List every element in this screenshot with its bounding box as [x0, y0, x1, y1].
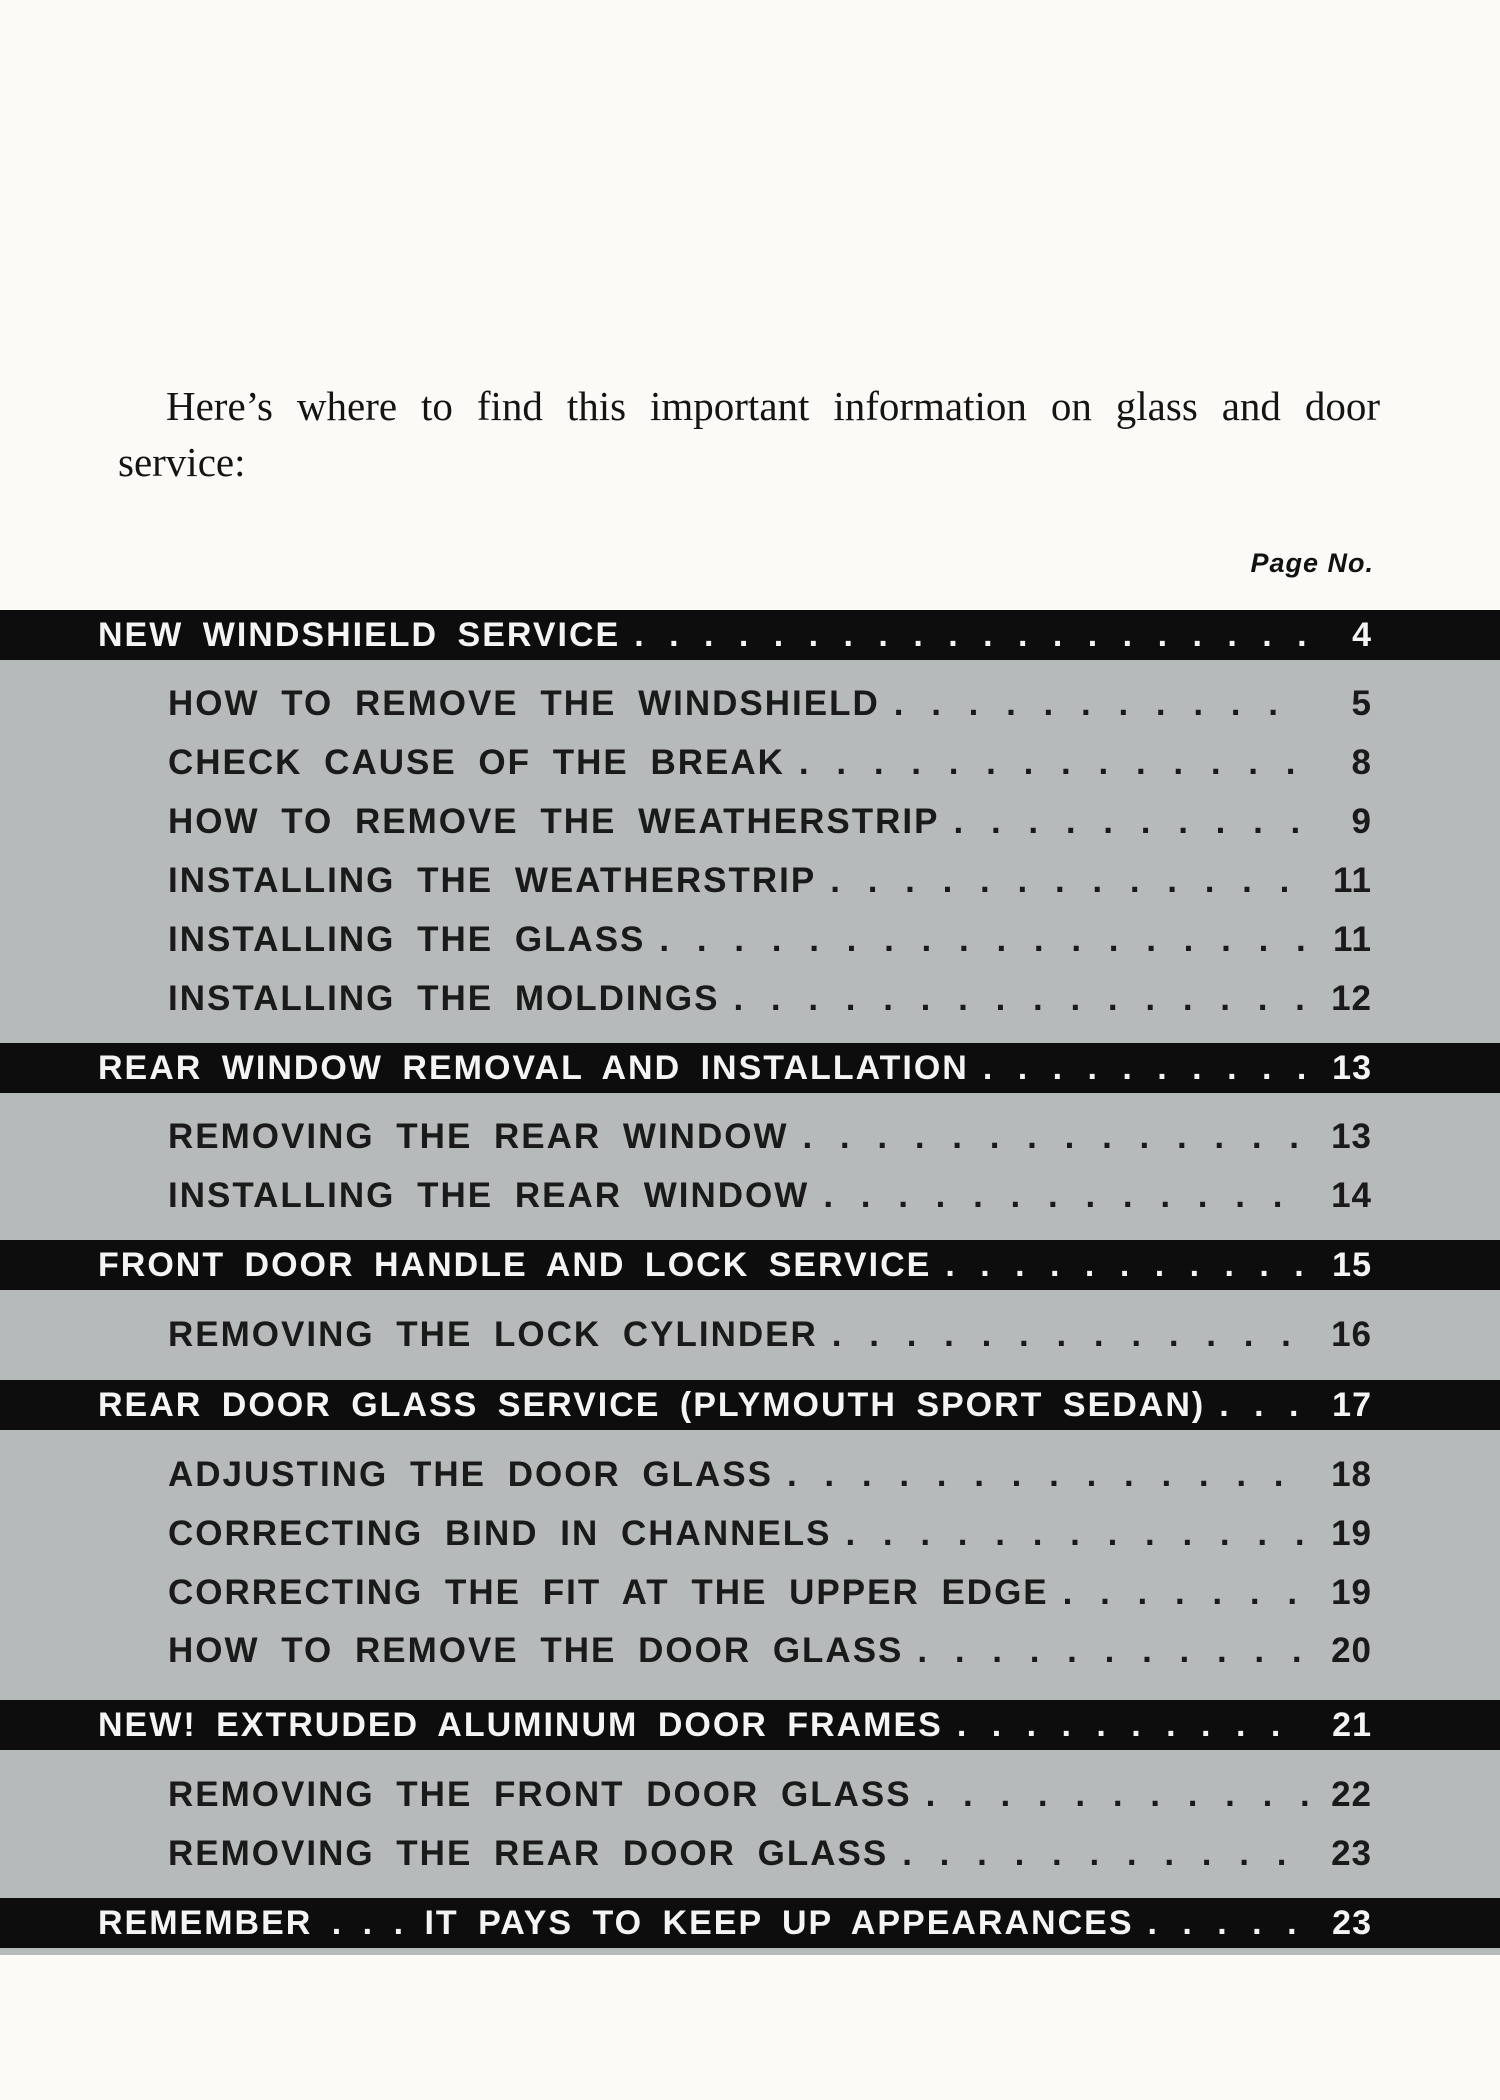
dot-leader — [1219, 1386, 1308, 1425]
toc-section-row[interactable] — [0, 1380, 1500, 1430]
toc-subentry-row[interactable] — [0, 853, 1500, 909]
toc-entry-title: REMOVING THE REAR WINDOW — [168, 1117, 789, 1156]
toc-subentry-row[interactable] — [0, 794, 1500, 850]
dot-leader — [733, 979, 1308, 1019]
dot-leader — [845, 1514, 1308, 1554]
toc-section-row[interactable] — [0, 1043, 1500, 1093]
intro-paragraph: Here’s where to find this important information on glass and door service: — [118, 383, 1380, 485]
toc-page-number: 19 — [1331, 1573, 1372, 1612]
dot-leader — [802, 1117, 1308, 1157]
toc-page-number: 12 — [1331, 979, 1372, 1018]
toc-page-number: 11 — [1333, 861, 1372, 900]
toc-entry-title: HOW TO REMOVE THE WINDSHIELD — [168, 684, 880, 723]
toc-entry-title: NEW WINDSHIELD SERVICE — [98, 615, 621, 654]
toc-entry-title: CORRECTING THE FIT AT THE UPPER EDGE — [168, 1573, 1049, 1612]
toc-section-row[interactable] — [0, 1700, 1500, 1750]
toc-entry-title: INSTALLING THE GLASS — [168, 920, 646, 959]
toc-page-number: 14 — [1331, 1176, 1372, 1215]
toc-page-number: 13 — [1331, 1117, 1372, 1156]
toc-entry-title: REMOVING THE FRONT DOOR GLASS — [168, 1775, 912, 1814]
toc-page-number: 15 — [1332, 1245, 1372, 1284]
toc-entry-title: CORRECTING BIND IN CHANNELS — [168, 1514, 832, 1553]
table-of-contents — [0, 610, 1500, 1955]
toc-page-number: 21 — [1332, 1705, 1372, 1744]
toc-subentry-row[interactable] — [0, 971, 1500, 1027]
dot-leader — [799, 743, 1308, 783]
toc-subentry-row[interactable] — [0, 1767, 1500, 1823]
toc-entry-title: CHECK CAUSE OF THE BREAK — [168, 743, 785, 782]
toc-page-number: 11 — [1333, 920, 1372, 959]
dot-leader — [902, 1834, 1308, 1874]
dot-leader — [917, 1631, 1308, 1671]
toc-page-number: 19 — [1331, 1514, 1372, 1553]
toc-page-number: 23 — [1332, 1903, 1372, 1942]
dot-leader — [926, 1775, 1308, 1815]
toc-entry-title: ADJUSTING THE DOOR GLASS — [168, 1455, 773, 1494]
dot-leader — [823, 1176, 1308, 1216]
toc-subentry-row[interactable] — [0, 1109, 1500, 1165]
toc-page-number: 8 — [1351, 743, 1372, 782]
toc-page-number: 9 — [1351, 802, 1372, 841]
toc-page-number: 4 — [1352, 615, 1372, 654]
toc-entry-title: NEW! EXTRUDED ALUMINUM DOOR FRAMES — [98, 1705, 943, 1744]
dot-leader — [957, 1706, 1308, 1745]
dot-leader — [830, 861, 1308, 901]
dot-leader — [945, 1246, 1308, 1285]
toc-page-number: 23 — [1331, 1834, 1372, 1873]
toc-subentry-row[interactable] — [0, 1565, 1500, 1621]
dot-leader — [983, 1049, 1308, 1088]
dot-leader — [787, 1455, 1308, 1495]
toc-page-number: 22 — [1331, 1775, 1372, 1814]
toc-page-number: 17 — [1332, 1385, 1372, 1424]
toc-page-number: 13 — [1332, 1048, 1372, 1087]
toc-page-number: 16 — [1331, 1315, 1372, 1354]
toc-entry-title: INSTALLING THE WEATHERSTRIP — [168, 861, 817, 900]
toc-subentry-row[interactable] — [0, 1826, 1500, 1882]
toc-entry-title: REMOVING THE REAR DOOR GLASS — [168, 1834, 889, 1873]
toc-subentry-row[interactable] — [0, 1447, 1500, 1503]
dot-leader — [659, 920, 1308, 960]
toc-section-row[interactable] — [0, 1240, 1500, 1290]
toc-entry-title: HOW TO REMOVE THE DOOR GLASS — [168, 1631, 904, 1670]
toc-entry-title: REAR DOOR GLASS SERVICE (PLYMOUTH SPORT SEDAN) — [98, 1385, 1206, 1424]
toc-subentry-row[interactable] — [0, 912, 1500, 968]
toc-subentry-row[interactable] — [0, 1307, 1500, 1363]
toc-page-number: 20 — [1331, 1631, 1372, 1670]
dot-leader — [894, 684, 1308, 724]
toc-section-row[interactable] — [0, 1898, 1500, 1948]
toc-subentry-row[interactable] — [0, 1623, 1500, 1679]
toc-entry-title: REMOVING THE LOCK CYLINDER — [168, 1315, 818, 1354]
dot-leader — [634, 616, 1308, 655]
toc-page-number: 5 — [1351, 684, 1372, 723]
toc-section-row[interactable] — [0, 610, 1500, 660]
toc-subentry-row[interactable] — [0, 1168, 1500, 1224]
page-number-column-header: Page No. — [1250, 548, 1374, 578]
toc-subentry-row[interactable] — [0, 676, 1500, 732]
toc-entry-title: HOW TO REMOVE THE WEATHERSTRIP — [168, 802, 940, 841]
dot-leader — [954, 802, 1309, 842]
toc-entry-title: INSTALLING THE MOLDINGS — [168, 979, 720, 1018]
dot-leader — [1148, 1904, 1309, 1943]
dot-leader — [1063, 1573, 1308, 1613]
toc-page-number: 18 — [1331, 1455, 1372, 1494]
toc-subentry-row[interactable] — [0, 1506, 1500, 1562]
toc-entry-title: FRONT DOOR HANDLE AND LOCK SERVICE — [98, 1245, 932, 1284]
toc-entry-title: REMEMBER . . . IT PAYS TO KEEP UP APPEARANCES — [98, 1903, 1134, 1942]
toc-entry-title: INSTALLING THE REAR WINDOW — [168, 1176, 810, 1215]
toc-entry-title: REAR WINDOW REMOVAL AND INSTALLATION — [98, 1048, 969, 1087]
dot-leader — [832, 1315, 1308, 1355]
toc-subentry-row[interactable] — [0, 735, 1500, 791]
